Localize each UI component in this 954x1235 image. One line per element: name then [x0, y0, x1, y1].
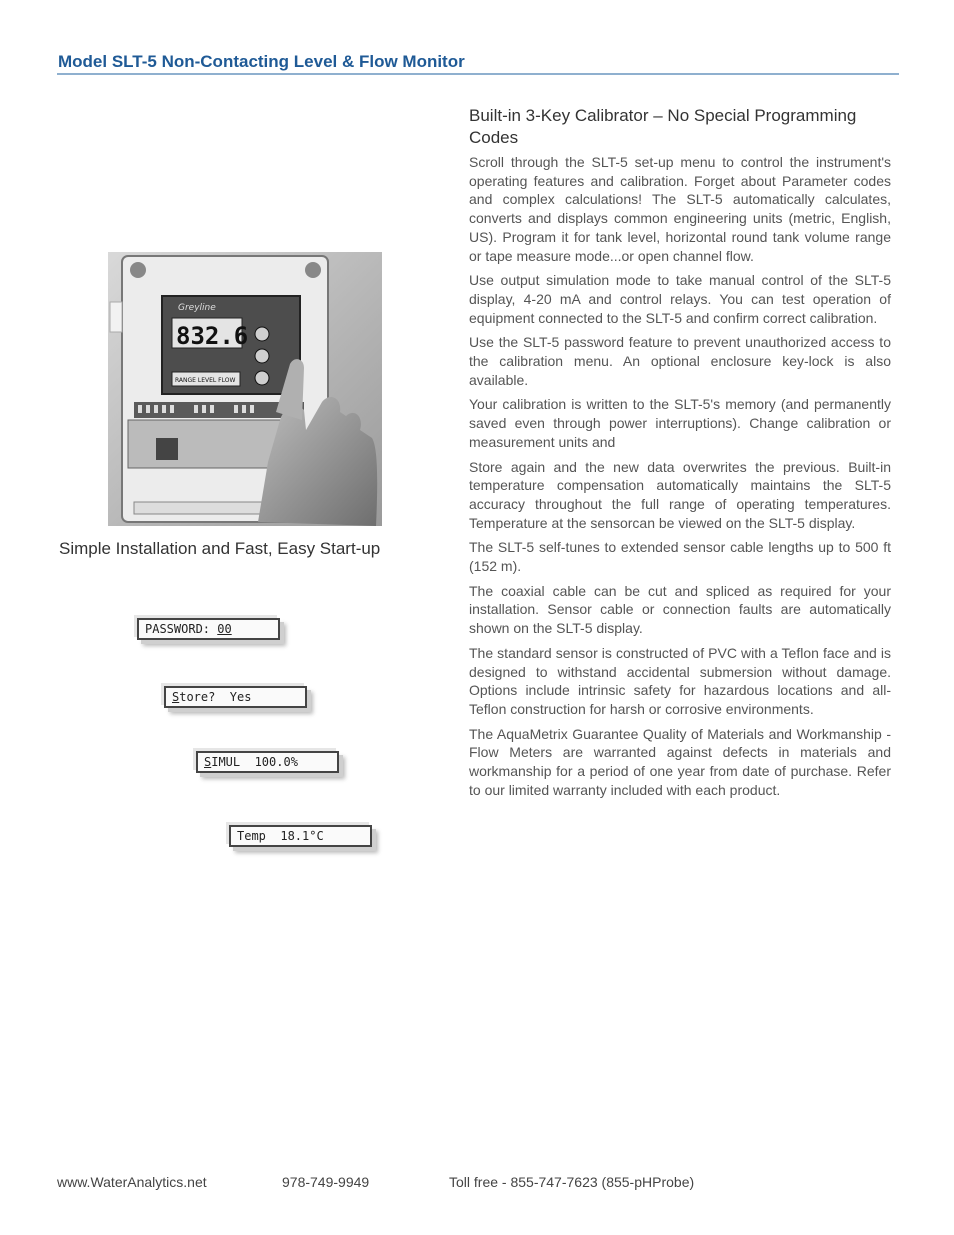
page-title: Model SLT-5 Non-Contacting Level & Flow Monitor — [58, 52, 465, 71]
paragraph: Use the SLT-5 password feature to prevent unauthorized access to the calibration menu. An optional enclosure key-lock is also available. — [469, 334, 891, 388]
brand-logo: Greyline — [178, 303, 216, 313]
footer-phone: 978-749-9949 — [282, 1174, 370, 1190]
enter-key-icon — [255, 371, 269, 385]
paragraph: The SLT-5 self-tunes to extended sensor cable lengths up to 500 ft (152 m). — [469, 539, 891, 575]
footer-toll-free: Toll free - 855-747-7623 (855-pHProbe) — [449, 1174, 695, 1190]
device-photo — [108, 252, 382, 526]
down-arrow-key-icon — [255, 349, 269, 363]
display-reading: 832.6 — [176, 322, 249, 350]
paragraph: The coaxial cable can be cut and spliced as required for your installation. Sensor cable or connection faults are automatically shown on the SLT-5 display. — [469, 582, 891, 637]
footer-website: www.WaterAnalytics.net — [57, 1174, 207, 1190]
lcd-store-screen: Store? Yes — [164, 686, 307, 708]
lcd-simul-screen: SIMUL 100.0% — [196, 751, 339, 773]
paragraph: Store again and the new data overwrites the previous. Built-in temperature compensation automatically maintains the SLT-5 accuracy throughout the full range of operating temperatures. Temperature at the sensorcan be viewed on the SLT-5 display. — [469, 458, 891, 531]
paragraph: Use output simulation mode to take manual control of the SLT-5 display, 4-20 mA and control relays. You can test operation of equipment connected to the SLT-5 and confirm correct calibration. — [469, 272, 891, 326]
paragraph: Scroll through the SLT-5 set-up menu to control the instrument's operating features and calibration. Forget about Parameter codes and complex calculations! The SLT-5 automatically calculates, converts and displays common engineering units (metric, English, US). Program it for tank level, horizontal round tank volume range or tape measure mode...or open channel flow. — [469, 154, 891, 264]
lcd-temp-screen: Temp 18.1°C — [229, 825, 372, 847]
display-label: RANGE LEVEL FLOW — [175, 377, 236, 384]
header-rule — [57, 73, 899, 75]
photo-caption: Simple Installation and Fast, Easy Start-up — [59, 539, 381, 558]
paragraph: The standard sensor is constructed of PVC with a Teflon face and is designed to withstand accidental submersion without damage. Options include intrinsic safety for hazardous locations and all-Teflon construction for harsh or corrosive environments. — [469, 644, 891, 717]
paragraph: The AquaMetrix Guarantee Quality of Materials and Workmanship - Flow Meters are warranted against defects in materials and workmanship for a period of one year from date of purchase. Refer to our limited warranty included with each product. — [469, 725, 891, 798]
paragraph: Your calibration is written to the SLT-5's memory (and permanently saved even through power interruptions). Change calibration or measurement units and — [469, 396, 891, 450]
up-arrow-key-icon — [255, 327, 269, 341]
content-column — [469, 105, 891, 806]
section-heading: Built-in 3-Key Calibrator – No Special Programming Codes — [469, 106, 857, 147]
lcd-password-screen: PASSWORD: 00 — [137, 618, 280, 640]
